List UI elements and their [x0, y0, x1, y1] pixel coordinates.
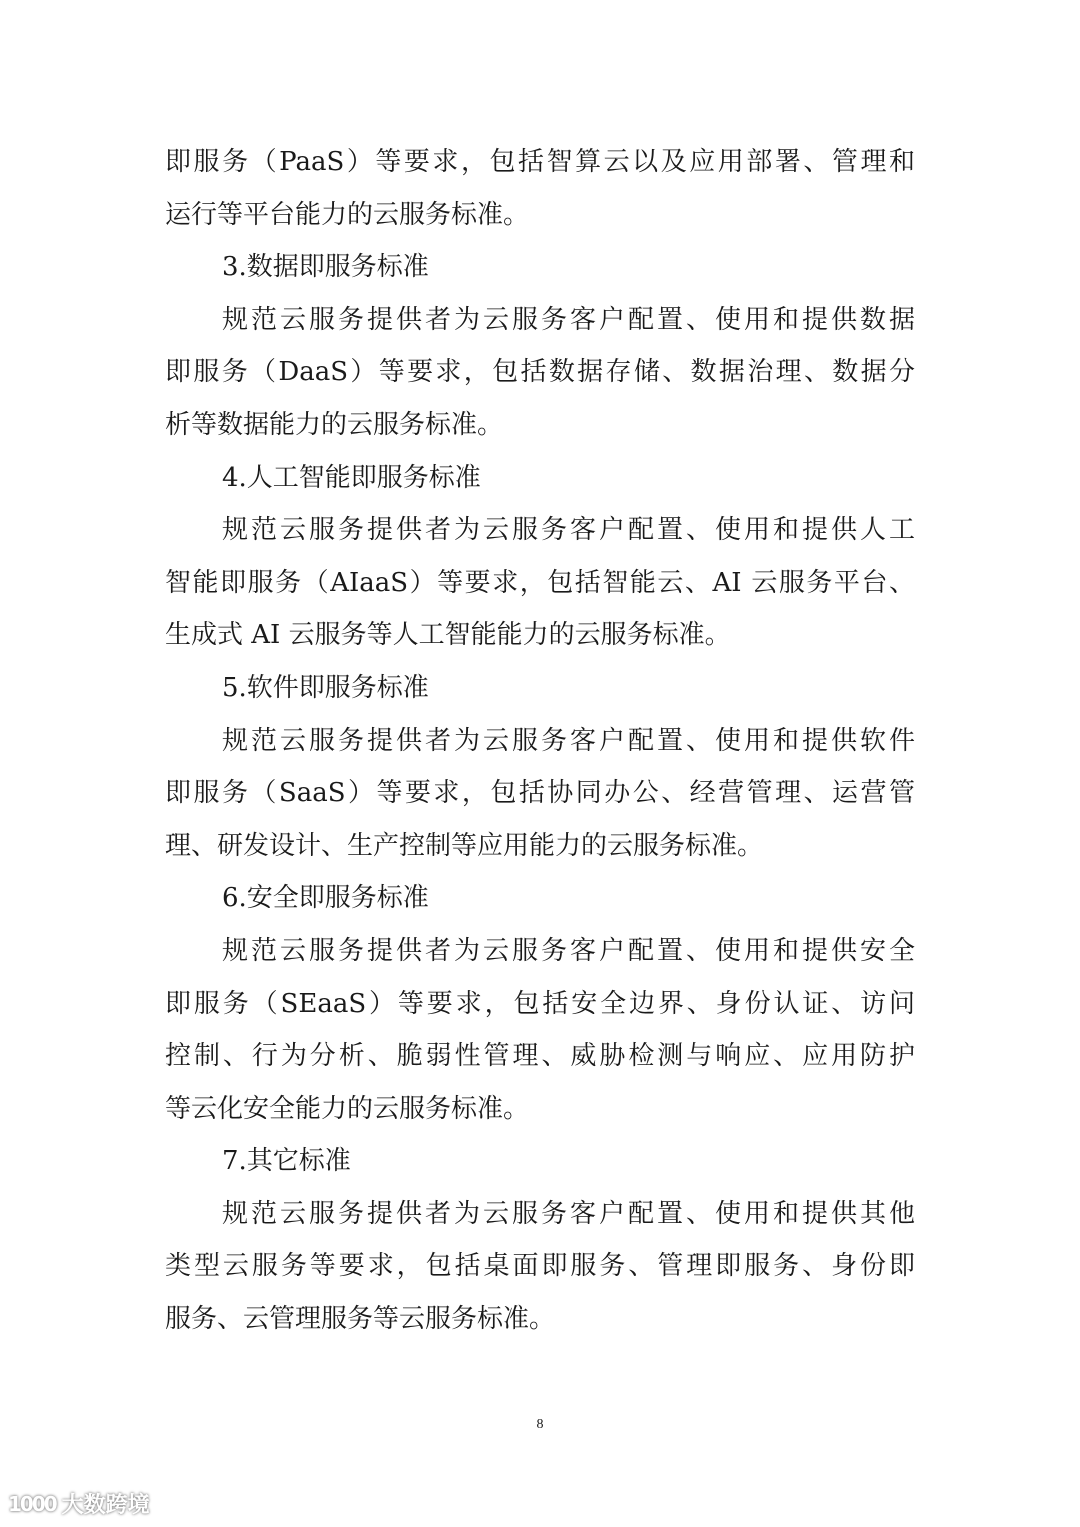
text-line: 规范云服务提供者为云服务客户配置、使用和提供数据 [222, 304, 915, 335]
watermark [8, 1488, 150, 1519]
text-line: 服务、云管理服务等云服务标准。 [165, 1304, 556, 1335]
text-line: 生成式 AI 云服务等人工智能能力的云服务标准。 [165, 620, 731, 651]
text-line: 即服务（PaaS）等要求，包括智算云以及应用部署、管理和 [165, 147, 915, 177]
watermark-text: 大数跨境 [61, 1493, 150, 1518]
text-line: 即服务（SEaaS）等要求，包括安全边界、身份认证、访问 [165, 988, 915, 1019]
text-line: 理、研发设计、生产控制等应用能力的云服务标准。 [165, 830, 764, 861]
text-line: 即服务（SaaS）等要求，包括协同办公、经营管理、运营管 [165, 778, 915, 809]
section-heading: 4.人工智能即服务标准 [222, 462, 481, 493]
text-line: 规范云服务提供者为云服务客户配置、使用和提供软件 [222, 725, 915, 756]
text-line: 规范云服务提供者为云服务客户配置、使用和提供人工 [222, 515, 915, 546]
page-number: 8 [536, 1417, 544, 1432]
text-line: 运行等平台能力的云服务标准。 [165, 199, 530, 230]
text-line: 类型云服务等要求，包括桌面即服务、管理即服务、身份即 [165, 1251, 915, 1282]
text-line: 析等数据能力的云服务标准。 [165, 409, 504, 440]
text-line: 规范云服务提供者为云服务客户配置、使用和提供安全 [222, 935, 915, 966]
watermark-logo-icon: 1000 [8, 1491, 56, 1516]
text-line: 控制、行为分析、脆弱性管理、威胁检测与响应、应用防护 [165, 1041, 915, 1072]
section-heading: 7.其它标准 [222, 1146, 351, 1177]
text-line: 即服务（DaaS）等要求，包括数据存储、数据治理、数据分 [165, 357, 915, 388]
text-line: 智能即服务（AIaaS）等要求，包括智能云、AI 云服务平台、 [165, 567, 915, 598]
document-body [165, 136, 915, 1346]
section-heading: 5.软件即服务标准 [222, 672, 429, 703]
text-line: 规范云服务提供者为云服务客户配置、使用和提供其他 [222, 1198, 915, 1229]
section-heading: 3.数据即服务标准 [222, 252, 429, 283]
text-line: 等云化安全能力的云服务标准。 [165, 1093, 530, 1124]
section-heading: 6.安全即服务标准 [222, 883, 429, 914]
